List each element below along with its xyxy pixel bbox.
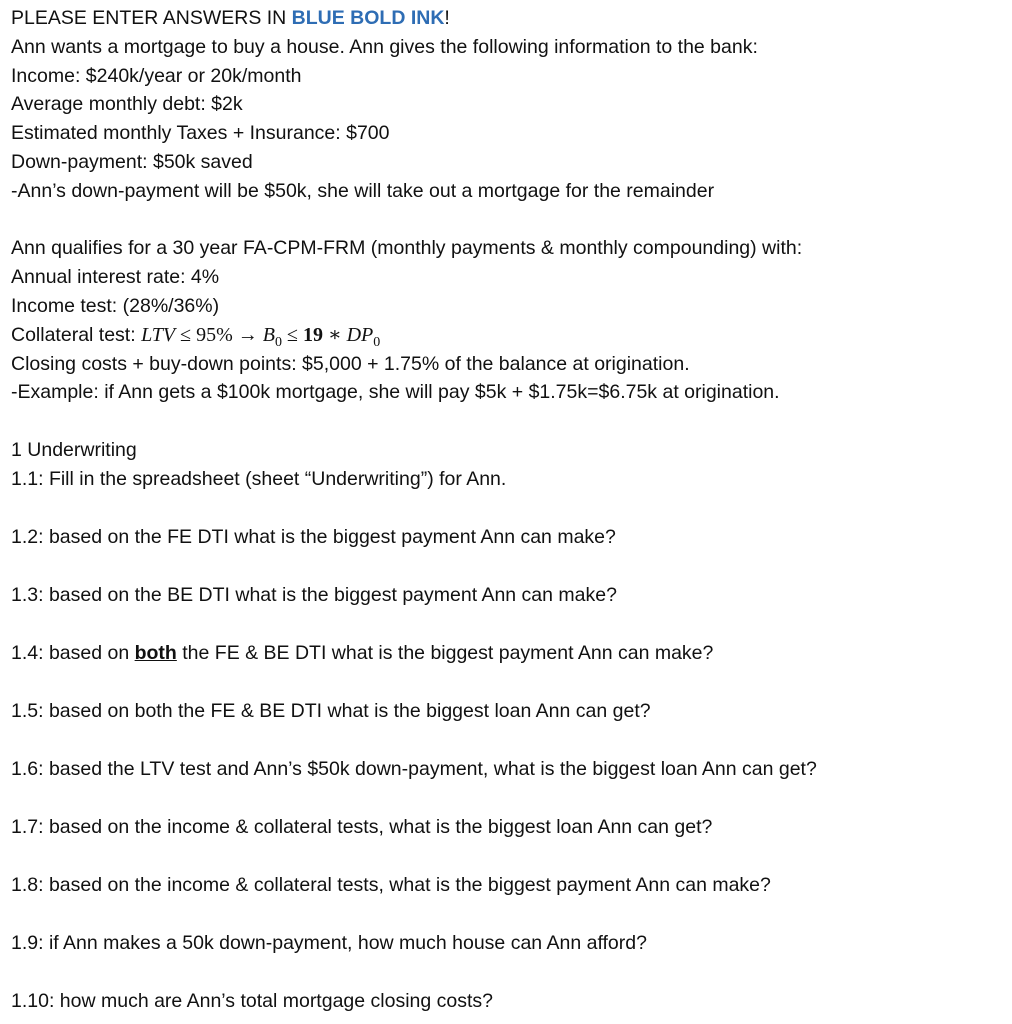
example-line: -Example: if Ann gets a $100k mortgage, she will pay $5k + $1.75k=$6.75k at origination.	[11, 381, 780, 404]
question-1-1: 1.1: Fill in the spreadsheet (sheet “Underwriting”) for Ann.	[11, 467, 507, 490]
question-1-10: 1.10: how much are Ann’s total mortgage closing costs?	[11, 989, 493, 1012]
closing-costs-line: Closing costs + buy-down points: $5,000 + 1.75% of the balance at origination.	[11, 352, 690, 375]
section-title: 1 Underwriting	[11, 438, 137, 461]
down-payment-line: Down-payment: $50k saved	[11, 150, 253, 173]
question-1-6: 1.6: based the LTV test and Ann’s $50k down-payment, what is the biggest loan Ann can get?	[11, 757, 817, 780]
down-payment-note: -Ann’s down-payment will be $50k, she will take out a mortgage for the remainder	[11, 179, 715, 202]
balance-symbol: B	[262, 323, 275, 346]
qualifies-line: Ann qualifies for a 30 year FA-CPM-FRM (monthly payments & monthly compounding) with:	[11, 237, 803, 260]
collateral-label: Collateral test:	[11, 323, 142, 346]
question-1-7: 1.7: based on the income & collateral tests, what is the biggest loan Ann can get?	[11, 815, 713, 838]
instruction-line	[11, 4, 1006, 33]
question-1-8: 1.8: based on the income & collateral tests, what is the biggest payment Ann can make?	[11, 873, 771, 896]
instruction-emphasis: BLUE BOLD INK	[291, 7, 445, 29]
down-payment-subscript: 0	[373, 334, 381, 350]
income-test-line: Income test: (28%/36%)	[11, 294, 220, 317]
arrow-symbol: →	[232, 323, 263, 346]
collateral-formula	[141, 323, 381, 350]
le-symbol: ≤	[175, 323, 197, 346]
balance-subscript: 0	[275, 334, 282, 350]
question-1-5: 1.5: based on both the FE & BE DTI what is the biggest loan Ann can get?	[11, 699, 651, 722]
ltv-symbol: LTV	[141, 323, 176, 346]
spacer	[11, 206, 1006, 235]
down-payment-symbol: DP	[346, 323, 374, 346]
ltv-percent: 95%	[196, 323, 233, 346]
question-1-4-emphasis: both	[134, 641, 177, 664]
multiplier-value: 19	[302, 323, 323, 346]
le-symbol-2: ≤	[282, 323, 303, 346]
taxes-line: Estimated monthly Taxes + Insurance: $700	[11, 122, 390, 145]
instruction-suffix: !	[444, 7, 450, 29]
question-1-9: 1.9: if Ann makes a 50k down-payment, how much house can Ann afford?	[11, 931, 647, 954]
times-symbol: ∗	[322, 323, 347, 346]
question-1-4-suffix: the FE & BE DTI what is the biggest payment Ann can make?	[176, 641, 714, 664]
question-1-2: 1.2: based on the FE DTI what is the biggest payment Ann can make?	[11, 525, 616, 548]
income-line: Income: $240k/year or 20k/month	[11, 64, 302, 87]
question-1-4	[11, 639, 1006, 697]
debt-line: Average monthly debt: $2k	[11, 93, 243, 116]
question-1-4-prefix: 1.4: based on	[11, 641, 135, 664]
rate-line: Annual interest rate: 4%	[11, 266, 220, 289]
document-page	[11, 4, 1006, 1016]
collateral-test-line	[11, 321, 1006, 350]
instruction-prefix: PLEASE ENTER ANSWERS IN	[11, 7, 292, 29]
spacer	[11, 407, 1006, 436]
question-1-3: 1.3: based on the BE DTI what is the biggest payment Ann can make?	[11, 583, 617, 606]
intro-line: Ann wants a mortgage to buy a house. Ann gives the following information to the bank:	[11, 35, 758, 58]
